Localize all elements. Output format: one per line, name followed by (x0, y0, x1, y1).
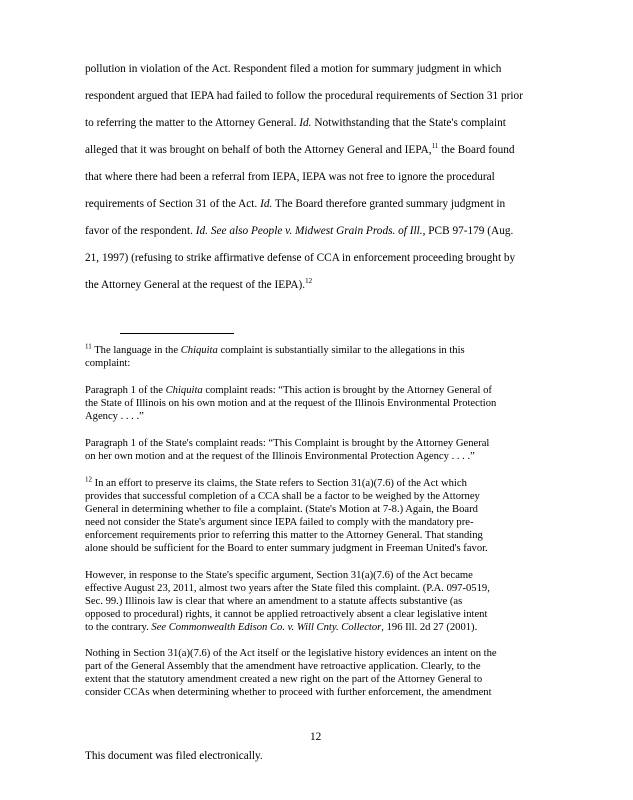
body-line: that where there had been a referral from IEPA, IEPA was not free to ignore the procedural (85, 171, 495, 183)
body-line: to referring the matter to the Attorney General. Id. Notwithstanding that the State's complaint (85, 117, 506, 129)
footnote-separator (120, 333, 234, 334)
body-line: 21, 1997) (refusing to strike affirmative defense of CCA in enforcement proceeding brought by (85, 252, 516, 264)
footnote-line: However, in response to the State's specific argument, Section 31(a)(7.6) of the Act became (85, 570, 473, 581)
footnote-line: provides that successful completion of a CCA shall be a factor to be weighed by the Attorney (85, 491, 480, 502)
footnote-line: extent that the statutory amendment created a new right on the part of the Attorney General to (85, 674, 483, 685)
footnote-line: complaint: (85, 358, 131, 369)
body-line: respondent argued that IEPA had failed to follow the procedural requirements of Section 31 prior (85, 90, 523, 102)
footnote-line: enforcement requirements prior to referring this matter to the Attorney General. That standing (85, 530, 483, 541)
footer-note: This document was filed electronically. (85, 750, 263, 762)
footnote-line: Paragraph 1 of the State's complaint reads: “This Complaint is brought by the Attorney General (85, 438, 490, 449)
footnote-line: Nothing in Section 31(a)(7.6) of the Act itself or the legislative history evidences an intent on the (85, 648, 497, 659)
footnote-line: Agency . . . .” (85, 411, 144, 422)
footnote-line: opposed to procedural) rights, it cannot be applied retroactively absent a clear legislative intent (85, 609, 488, 620)
body-line: requirements of Section 31 of the Act. Id. The Board therefore granted summary judgment in (85, 198, 506, 210)
body-line: alleged that it was brought on behalf of both the Attorney General and IEPA,$^{11}$ the Board found (85, 142, 515, 156)
body-line: favor of the respondent. Id. See also People v. Midwest Grain Prods. of Ill., PCB 97-179 (Aug. (85, 225, 514, 237)
footnote-line: need not consider the State's argument since IEPA failed to comply with the mandatory pre- (85, 517, 474, 528)
page-number: 12 (310, 731, 322, 743)
footnote-line: $^{12}$ In an effort to preserve its claims, the State refers to Section 31(a)(7.6) of the Act which (85, 475, 467, 489)
footnote-line: consider CCAs when determining whether to proceed with further enforcement, the amendment (85, 687, 492, 698)
body-line: pollution in violation of the Act. Respondent filed a motion for summary judgment in which (85, 63, 502, 75)
footnote-line: to the contrary. See Commonwealth Edison Co. v. Will Cnty. Collector, 196 Ill. 2d 27 (2001). (85, 622, 478, 633)
footnote-line: alone should be sufficient for the Board to enter summary judgment in Freeman United's favor. (85, 543, 488, 554)
footnote-line: part of the General Assembly that the amendment have retroactive application. Clearly, to the (85, 661, 481, 672)
footnote-line: General in determining whether to file a complaint. (State's Motion at 7-8.) Again, the Board (85, 504, 478, 515)
footnote-line: on her own motion and at the request of the Illinois Environmental Protection Agency . . . .” (85, 451, 475, 462)
footnote-line: Paragraph 1 of the Chiquita complaint reads: “This action is brought by the Attorney General of (85, 385, 492, 396)
footnote-line: $^{11}$ The language in the Chiquita complaint is substantially similar to the allegations in this (85, 342, 465, 356)
footnote-line: Sec. 99.) Illinois law is clear that where an amendment to a statute affects substantive (as (85, 596, 463, 607)
footnote-line: the State of Illinois on his own motion and at the request of the Illinois Environmental Protection (85, 398, 497, 409)
footnote-line: effective August 23, 2011, almost two years after the State filed this complaint. (P.A. 097-0519, (85, 583, 490, 594)
body-line: the Attorney General at the request of the IEPA).$^{12}$ (85, 277, 313, 291)
